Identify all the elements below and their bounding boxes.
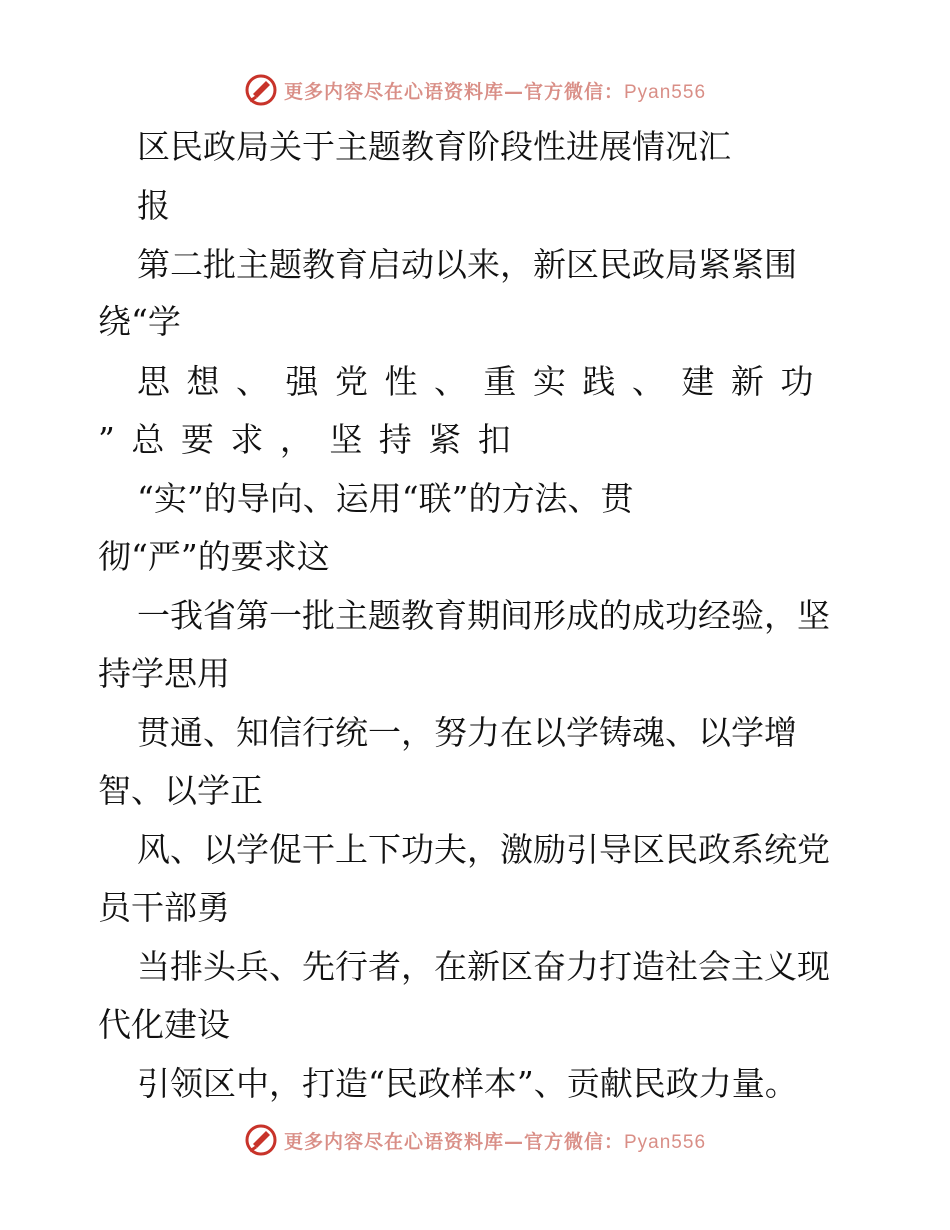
doc-line-15: 当排头兵、先行者，在新区奋力打造社会主义现 [137,947,830,986]
watermark-header [0,70,950,110]
doc-line-6: ” 总 要 求 ， 坚 持 紧 扣 [98,420,514,459]
doc-line-3: 第二批主题教育启动以来，新区民政局紧紧围 [137,245,797,284]
watermark-text: 更多内容尽在心语资料库—官方微信：Pyan556 [283,1130,707,1153]
doc-title-line-1: 区民政局关于主题教育阶段性进展情况汇 [137,127,731,166]
doc-line-17: 引领区中，打造“民政样本”、贡献民政力量。 [137,1064,798,1103]
watermark-account: Pyan556 [624,1131,707,1153]
doc-line-11: 贯通、知信行统一，努力在以学铸魂、以学增 [137,713,797,752]
watermark-footer [0,1120,950,1160]
doc-line-8: 彻“严”的要求这 [98,537,330,576]
doc-title-line-2: 报 [137,186,170,225]
doc-line-5: 思 想 、 强 党 性 、 重 实 践 、 建 新 功 [137,362,817,401]
watermark-text: 更多内容尽在心语资料库—官方微信：Pyan556 [283,80,707,103]
watermark-account: Pyan556 [624,81,707,103]
doc-line-14: 员干部勇 [98,888,230,927]
doc-line-9: 一我省第一批主题教育期间形成的成功经验，坚 [137,596,830,635]
doc-line-4: 绕“学 [98,302,181,341]
doc-line-13: 风、以学促干上下功夫，激励引导区民政系统党 [137,830,830,869]
doc-line-16: 代化建设 [98,1005,230,1044]
doc-line-12: 智、以学正 [98,771,263,810]
doc-line-7: “实”的导向、运用“联”的方法、贯 [137,479,634,518]
doc-line-10: 持学思用 [98,654,230,693]
brand-logo-icon [244,1123,278,1157]
brand-logo-icon [244,73,278,107]
